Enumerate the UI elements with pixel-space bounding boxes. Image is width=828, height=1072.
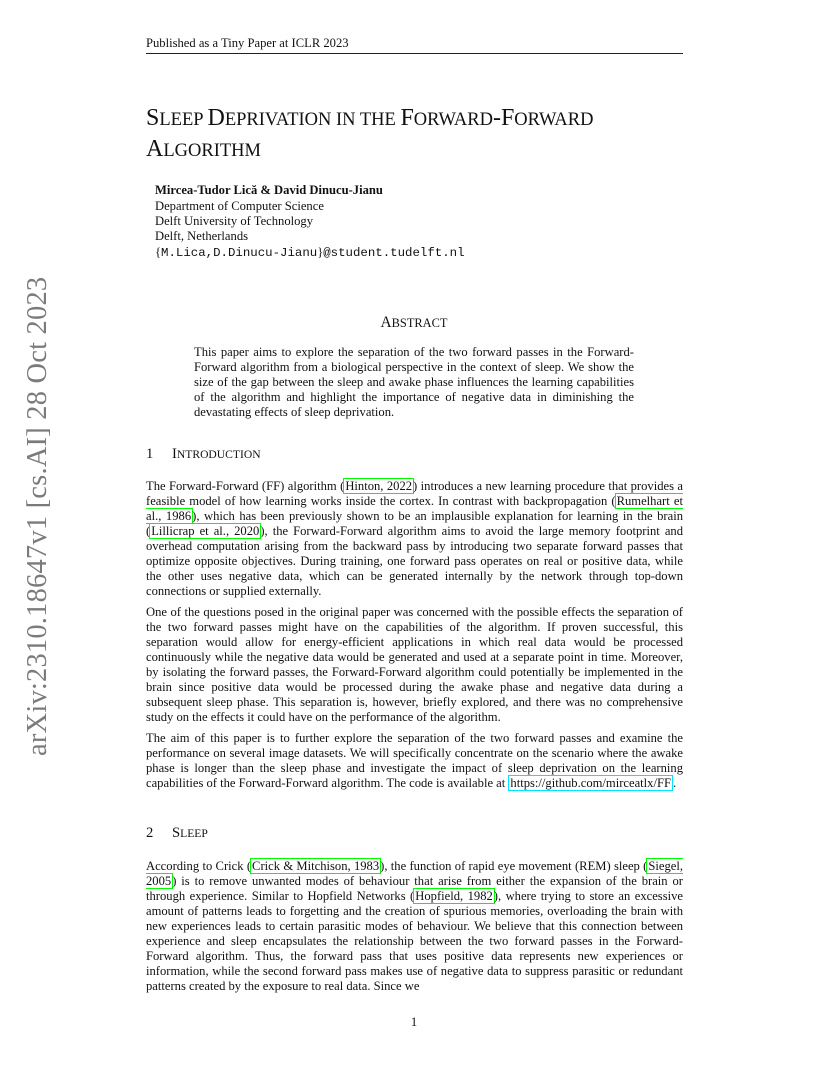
- affiliation-line: Delft University of Technology: [155, 214, 314, 228]
- section-number: 1: [146, 446, 154, 462]
- heading-part: BSTRACT: [391, 316, 448, 330]
- abstract-text: This paper aims to explore the separation of the two forward passes in the Forward-Forward algorithm from a biological perspective in the context of sleep. We show the size of the gap between the sleep and awake phase influences the learning capabilities of the algorithm and highlight the importance of negative data in diminishing the devastating effects of sleep deprivation.: [194, 345, 634, 419]
- title-part: EPRIVATION IN THE: [224, 110, 401, 130]
- citation-link[interactable]: Hopfield, 1982: [415, 889, 493, 903]
- heading-part: NTRODUCTION: [176, 448, 261, 461]
- text-run: The aim of this paper is to further explore the separation of the two forward passes and examine the performance on several image datasets. We will specifically concentrate on the scenario where the awake phase is longer than the sleep phase and investigate the impact of sleep deprivation on the learning capabilities of the Forward-Forward algorithm. The code is available at: [146, 731, 683, 790]
- text-run: ) is to remove unwanted modes of behaviour that arise from either the expansion of the brain or through experience. Similar to Hopfield Networks (: [146, 874, 683, 903]
- text-run: ), the Forward-Forward algorithm aims to avoid the large memory footprint and overhead computation arising from the backward pass by introducing two separate forward passes that optimize opposite objectives. During training, one forward pass operates on real or positive data, while the other uses negative data, which can be generated internally by the network through top-down connections or supplied externally.: [146, 524, 683, 598]
- text-run: .: [673, 776, 677, 790]
- header-rule: [146, 53, 683, 54]
- paragraph: One of the questions posed in the original paper was concerned with the possible effects the separation of the two forward passes might have on the capabilities of the algorithm. If proven successful, this separation would allow for energy-efficient applications in which real data would be processed continuously while the negative data would be generated and used at a separate point in time. Moreover, by isolating the forward passes, the Forward-Forward algorithm could potentially be implemented in the brain since positive data would be processed during the awake phase and negative data during a subsequent sleep phase. This separation is, however, briefly explored, and there was no comprehensive study on the effects it could have on the performance of the algorithm.: [146, 605, 683, 724]
- citation-link[interactable]: Crick & Mitchison, 1983: [252, 859, 380, 873]
- page-number: 1: [410, 1015, 418, 1029]
- abstract-heading: [0, 314, 828, 332]
- title-part: A: [146, 136, 164, 162]
- affiliation-line: Department of Computer Science: [155, 199, 324, 213]
- heading-part: LEEP: [180, 827, 208, 840]
- heading-part: A: [380, 314, 392, 331]
- heading-part: I: [172, 446, 177, 462]
- title-part: S: [146, 105, 160, 131]
- email-brace: }: [317, 245, 324, 259]
- citation-link[interactable]: Siegel, 2005: [146, 859, 683, 888]
- paragraph: [146, 731, 683, 791]
- email-names: M.Lica,D.Dinucu-Jianu: [161, 246, 318, 260]
- affiliation: [155, 199, 324, 244]
- title-part: F: [400, 105, 414, 131]
- author-names: Mircea-Tudor Lică & David Dinucu-Jianu: [155, 183, 383, 197]
- title-part: -F: [492, 105, 515, 131]
- code-url-link[interactable]: https://github.com/mirceatlx/FF: [510, 776, 671, 790]
- citation-link[interactable]: Rumelhart et al., 1986: [146, 494, 683, 523]
- citation-link[interactable]: Hinton, 2022: [345, 479, 413, 493]
- title-part: ORWARD: [413, 110, 493, 130]
- text-run: The Forward-Forward (FF) algorithm (: [146, 479, 345, 493]
- text-run: According to Crick (: [146, 859, 252, 873]
- text-run: ), the function of rapid eye movement (REM) sleep (: [380, 859, 648, 873]
- affiliation-line: Delft, Netherlands: [155, 229, 249, 243]
- paragraph: [146, 859, 683, 994]
- author-email[interactable]: [155, 245, 465, 260]
- citation-link[interactable]: Lillicrap et al., 2020: [151, 524, 260, 538]
- email-brace: {: [155, 245, 162, 259]
- title-part: ORWARD: [514, 110, 594, 130]
- title-part: LEEP: [159, 110, 208, 130]
- title-part: D: [207, 105, 225, 131]
- heading-part: S: [172, 825, 181, 841]
- section-heading-sleep: [146, 825, 208, 842]
- text-run: ), where trying to store an excessive amount of patterns leads to forgetting and the creation of spurious memories, overloading the brain with new experiences leads to certain parasitic modes of behaviour. We believe that this connection between experience and sleep encapsulates the relationship between the two forward passes in the Forward-Forward algorithm. Thus, the forward pass that uses positive data represents new experiences or information, while the second forward pass makes use of negative data to suppress parasitic or redundant patterns created by the exposure to real data. Since we: [146, 889, 683, 993]
- text-run: ), which has been previously shown to be an implausible explanation for learning in the brain (: [146, 509, 684, 538]
- title-part: LGORITHM: [163, 141, 261, 161]
- text-run: ) introduces a new learning procedure that provides a feasible model of how learning works inside the cortex. In contrast with backpropagation (: [146, 479, 683, 508]
- paper-title: [146, 104, 706, 166]
- running-header: Published as a Tiny Paper at ICLR 2023: [146, 36, 349, 50]
- arxiv-stamp-text: arXiv:2310.18647v1 [cs.AI] 28 Oct 2023: [22, 276, 53, 756]
- section-number: 2: [146, 825, 154, 841]
- paragraph: [146, 479, 683, 599]
- email-domain: @student.tudelft.nl: [323, 246, 465, 260]
- section-heading-introduction: [146, 446, 261, 463]
